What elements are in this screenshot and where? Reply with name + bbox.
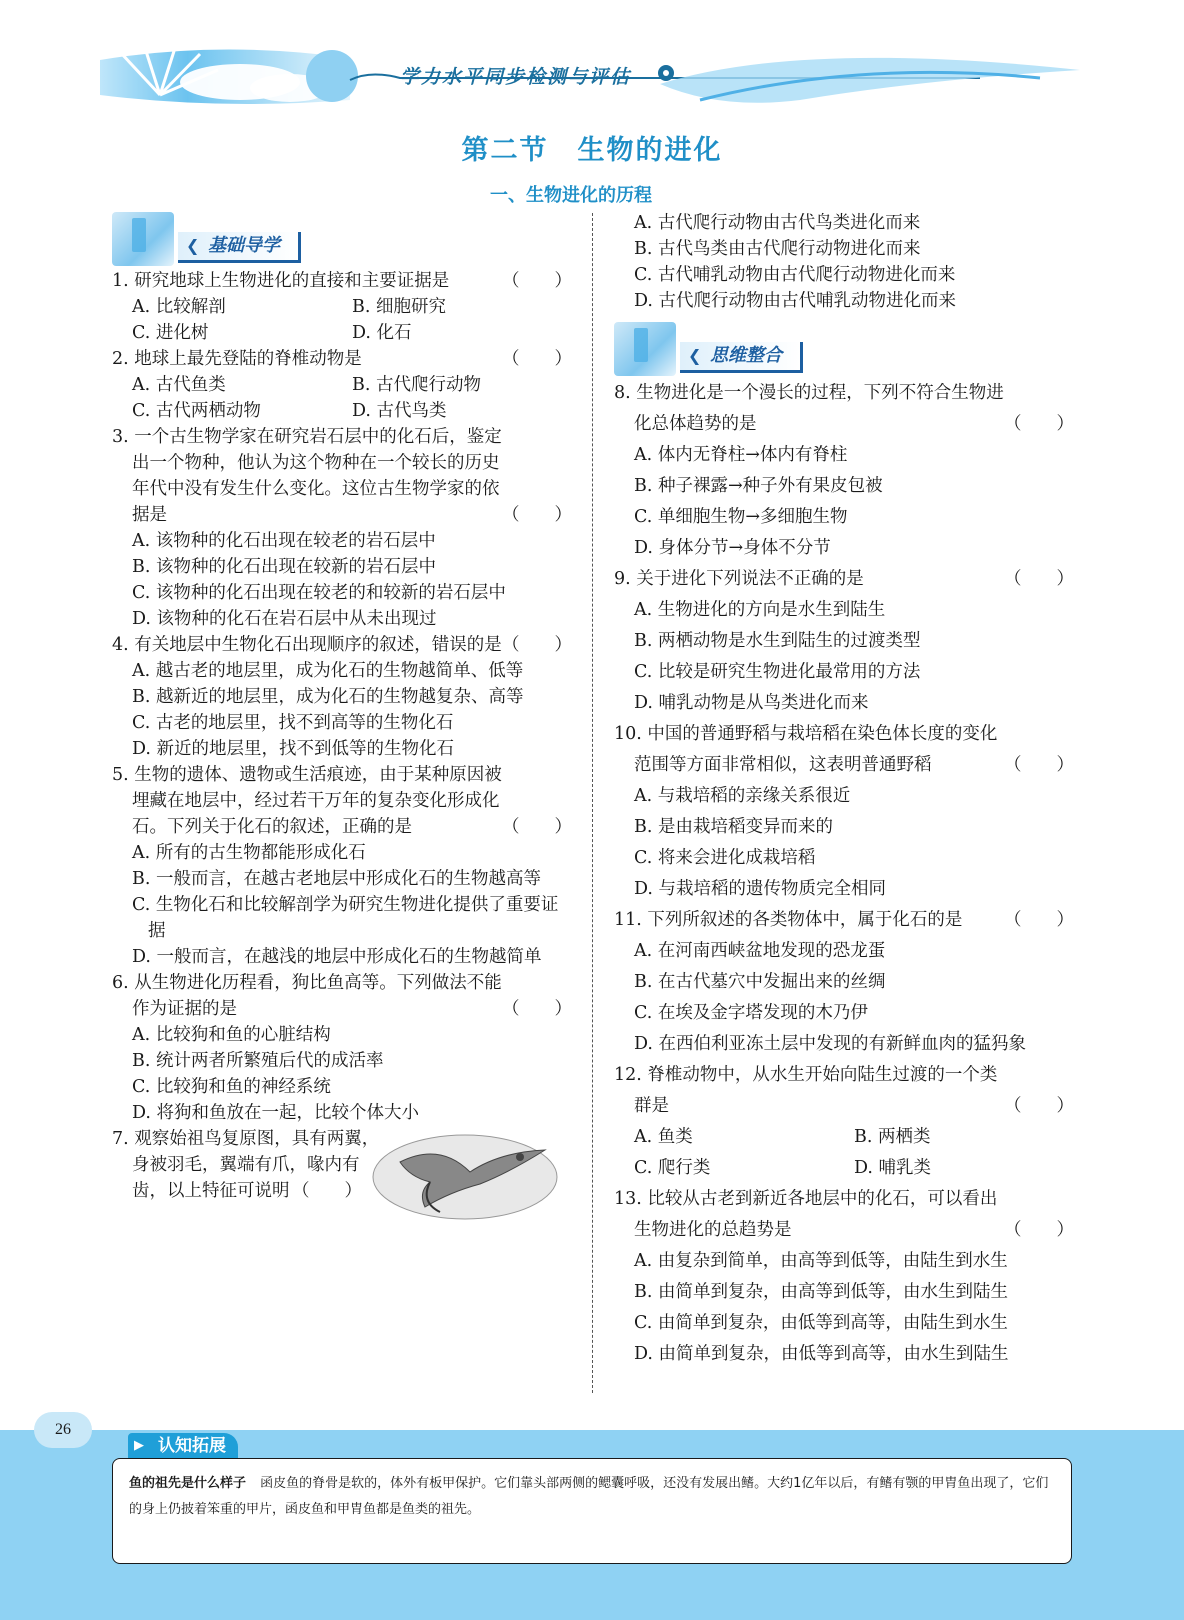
option: D. 一般而言，在越浅的地层中形成化石的生物越简单 (132, 947, 542, 967)
option: D. 该物种的化石在岩石层中从未出现过 (132, 609, 437, 629)
option: A. 古代鱼类 (132, 375, 226, 395)
badge-image (112, 212, 174, 266)
option: B. 该物种的化石出现在较新的岩石层中 (132, 557, 436, 577)
thinking-integration-badge (614, 320, 854, 378)
option: A. 所有的古生物都能形成化石 (132, 843, 366, 863)
option: A. 比较解剖 (132, 297, 226, 317)
answer-paren: （ ） (502, 271, 572, 291)
question (614, 1184, 1074, 1246)
option: C. 在埃及金字塔发现的木乃伊 (634, 1003, 868, 1023)
answer-paren: （ ） (1004, 755, 1074, 775)
answer-paren: （ ） (502, 349, 572, 369)
options (112, 840, 572, 970)
answer-paren: （ ） (502, 999, 572, 1019)
option: B. 一般而言，在越古老地层中形成化石的生物越高等 (132, 869, 541, 889)
option: D. 哺乳类 (854, 1158, 932, 1178)
options (614, 936, 1074, 1060)
question-stem: 2. 地球上最先登陆的脊椎动物是 (112, 349, 362, 369)
option: C. 古代哺乳动物由古代爬行动物进化而来 (634, 265, 956, 285)
options (112, 528, 572, 632)
option: C. 进化树 (132, 323, 209, 343)
option: B. 种子裸露→种子外有果皮包被 (634, 476, 883, 496)
basic-guide-badge (112, 210, 352, 268)
option: D. 与栽培稻的遗传物质完全相同 (634, 879, 887, 899)
options (112, 294, 572, 346)
badge-label: ❮ 思维整合 (680, 342, 803, 373)
right-column (614, 210, 1074, 1370)
column-divider (592, 213, 593, 1393)
options (614, 440, 1074, 564)
question-stem: 4. 有关地层中生物化石出现顺序的叙述，错误的是 (112, 635, 502, 655)
option: D. 哺乳动物是从鸟类进化而来 (634, 693, 869, 713)
option: C. 比较狗和鱼的神经系统 (132, 1077, 331, 1097)
question (112, 346, 572, 372)
option: C. 古老的地层里，找不到高等的生物化石 (132, 713, 454, 733)
extension-text: 函皮鱼的脊骨是软的，体外有板甲保护。它们靠头部两侧的鳃囊呼吸，还没有发展出鳍。大约1亿年以后，有鳍有颚的甲胄鱼出现了，它们的身上仍披着笨重的甲片，函皮鱼和甲胄鱼都是鱼类的祖先。 (129, 1476, 1049, 1517)
archaeopteryx-figure (370, 1132, 560, 1222)
answer-paren: （ ） (1004, 414, 1074, 434)
options (614, 781, 1074, 905)
section-title: 一、生物进化的历程 (490, 185, 652, 206)
question (112, 632, 572, 658)
option: A. 体内无脊柱→体内有脊柱 (634, 445, 848, 465)
answer-paren: （ ） (502, 817, 572, 837)
option: B. 细胞研究 (352, 297, 446, 317)
question (112, 762, 572, 840)
question-stem: 7. 观察始祖鸟复原图，具有两翼，身被羽毛，翼端有爪，喙内有齿，以上特征可说明 (112, 1129, 380, 1201)
question-stem: 3. 一个古生物学家在研究岩石层中的化石后，鉴定出一个物种，他认为这个物种在一个较长的历史年代中没有发生什么变化。这位古生物学家的依据是 (112, 427, 502, 525)
option: C. 古代两栖动物 (132, 401, 261, 421)
answer-paren: （ ） (502, 635, 572, 655)
question-stem: 9. 关于进化下列说法不正确的是 (614, 569, 864, 589)
option: C. 由简单到复杂，由低等到高等，由陆生到水生 (634, 1313, 1008, 1333)
option: B. 由简单到复杂，由高等到低等，由水生到陆生 (634, 1282, 1008, 1302)
chapter-title: 第二节 生物的进化 (461, 135, 723, 166)
option: A. 由复杂到简单，由高等到低等，由陆生到水生 (634, 1251, 1008, 1271)
options (112, 1022, 572, 1126)
question-7 (112, 1126, 572, 1204)
option: A. 越古老的地层里，成为化石的生物越简单、低等 (132, 661, 524, 681)
question-stem: 5. 生物的遗体、遗物或生活痕迹，由于某种原因被埋藏在地层中，经过若干万年的复杂变化形成化石。下列关于化石的叙述，正确的是 (112, 765, 502, 837)
question (112, 424, 572, 528)
option: D. 古代爬行动物由古代哺乳动物进化而来 (634, 291, 957, 311)
question-stem: 6. 从生物进化历程看，狗比鱼高等。下列做法不能作为证据的是 (112, 973, 502, 1019)
question-stem: 8. 生物进化是一个漫长的过程，下列不符合生物进化总体趋势的是 (614, 383, 1004, 434)
option: D. 在西伯利亚冻土层中发现的有新鲜血肉的猛犸象 (634, 1034, 1027, 1054)
option: B. 古代鸟类由古代爬行动物进化而来 (634, 239, 921, 259)
option: C. 将来会进化成栽培稻 (634, 848, 816, 868)
options (112, 658, 572, 762)
answer-paren: （ ） (1004, 1220, 1074, 1240)
options (614, 595, 1074, 719)
answer-paren: （ ） (292, 1181, 362, 1201)
option: A. 古代爬行动物由古代鸟类进化而来 (634, 213, 921, 233)
option: B. 两栖类 (854, 1127, 931, 1147)
question (614, 564, 1074, 595)
option: D. 由简单到复杂，由低等到高等，由水生到陆生 (634, 1344, 1009, 1364)
option: B. 是由栽培稻变异而来的 (634, 817, 833, 837)
extension-box (112, 1458, 1072, 1564)
options (614, 1246, 1074, 1370)
option: A. 生物进化的方向是水生到陆生 (634, 600, 886, 620)
page-number: 26 (34, 1412, 92, 1448)
option: B. 统计两者所繁殖后代的成活率 (132, 1051, 384, 1071)
question-stem: 12. 脊椎动物中，从水生开始向陆生过渡的一个类群是 (614, 1065, 998, 1116)
option: D. 新近的地层里，找不到低等的生物化石 (132, 739, 455, 759)
answer-paren: （ ） (1004, 910, 1074, 930)
right-question-list (614, 378, 1074, 1370)
option: D. 身体分节→身体不分节 (634, 538, 831, 558)
left-question-list (112, 268, 572, 1126)
option: B. 两栖动物是水生到陆生的过渡类型 (634, 631, 921, 651)
option: C. 比较是研究生物进化最常用的方法 (634, 662, 921, 682)
question (614, 905, 1074, 936)
options (614, 1122, 1074, 1184)
series-title: 学力水平同步检测与评估 (400, 66, 632, 88)
badge-label: ❮ 基础导学 (178, 232, 301, 263)
option: C. 生物化石和比较解剖学为研究生物进化提供了重要证据 (132, 895, 559, 941)
option: A. 该物种的化石出现在较老的岩石层中 (132, 531, 436, 551)
options (112, 372, 572, 424)
left-column (112, 210, 572, 1204)
option: C. 单细胞生物→多细胞生物 (634, 507, 848, 527)
question (112, 970, 572, 1022)
question (614, 1060, 1074, 1122)
question (112, 268, 572, 294)
option: B. 古代爬行动物 (352, 375, 481, 395)
answer-paren: （ ） (502, 505, 572, 525)
option: A. 比较狗和鱼的心脏结构 (132, 1025, 331, 1045)
badge-image (614, 322, 676, 376)
extension-heading: 鱼的祖先是什么样子 (129, 1476, 247, 1491)
question-stem: 1. 研究地球上生物进化的直接和主要证据是 (112, 271, 450, 291)
option: C. 该物种的化石出现在较老的和较新的岩石层中 (132, 583, 506, 603)
option: D. 将狗和鱼放在一起，比较个体大小 (132, 1103, 420, 1123)
question-stem: 11. 下列所叙述的各类物体中，属于化石的是 (614, 910, 963, 930)
answer-paren: （ ） (1004, 569, 1074, 589)
option: A. 与栽培稻的亲缘关系很近 (634, 786, 851, 806)
option: B. 越新近的地层里，成为化石的生物越复杂、高等 (132, 687, 524, 707)
option: C. 爬行类 (634, 1158, 711, 1178)
option: D. 化石 (352, 323, 412, 343)
question-stem: 10. 中国的普通野稻与栽培稻在染色体长度的变化范围等方面非常相似，这表明普通野稻 (614, 724, 998, 775)
question (614, 378, 1074, 440)
question-stem: 13. 比较从古老到新近各地层中的化石，可以看出生物进化的总趋势是 (614, 1189, 998, 1240)
option: A. 在河南西峡盆地发现的恐龙蛋 (634, 941, 886, 961)
option: A. 鱼类 (634, 1127, 693, 1147)
question-7-options (614, 210, 1074, 314)
option: D. 古代鸟类 (352, 401, 447, 421)
question (614, 719, 1074, 781)
option: B. 在古代墓穴中发掘出来的丝绸 (634, 972, 886, 992)
extension-tag: ▶ 认知拓展 (128, 1433, 238, 1459)
answer-paren: （ ） (1004, 1096, 1074, 1116)
